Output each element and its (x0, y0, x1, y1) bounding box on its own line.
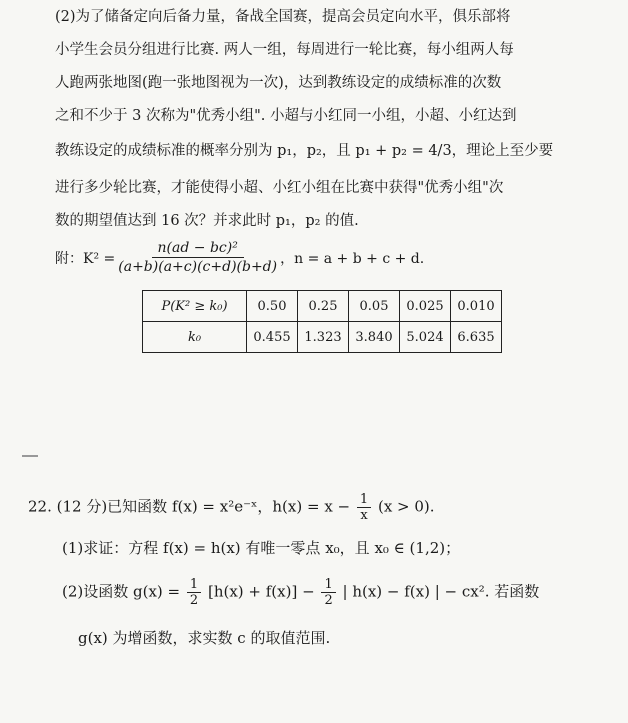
divider-mark (22, 455, 38, 457)
q22-part2-c: | h(x) − f(x) | − cx². 若函数 (342, 582, 540, 601)
q22-frac-numerator: 1 (357, 492, 371, 508)
table-header-cell: k₀ (143, 322, 247, 353)
critical-value-table (142, 290, 502, 353)
table-cell: 0.25 (298, 291, 349, 322)
text-line: 进行多少轮比赛，才能使得小超、小红小组在比赛中获得"优秀小组"次 (55, 180, 504, 196)
half-denominator: 2 (324, 593, 333, 608)
table-cell: 0.025 (400, 291, 451, 322)
half-fraction (187, 577, 201, 608)
table-cell: 0.50 (247, 291, 298, 322)
table-cell: 6.635 (451, 322, 502, 353)
formula-prefix: 附：K² = (55, 250, 116, 267)
text-line: 人跑两张地图(跑一张地图视为一次)，达到教练设定的成绩标准的次数 (55, 75, 502, 91)
q22-part2-a: (2)设函数 g(x) = (62, 582, 181, 601)
table-cell: 0.05 (349, 291, 400, 322)
q22-part2 (62, 577, 539, 608)
q22-fraction (357, 492, 371, 523)
table-cell: 5.024 (400, 322, 451, 353)
formula-fraction (118, 240, 277, 275)
chi-square-formula (55, 240, 424, 275)
q22-part1: (1)求证：方程 f(x) = h(x) 有唯一零点 x₀，且 x₀ ∈ (1,2)； (62, 539, 461, 557)
table-row (143, 291, 502, 322)
table-cell: 0.455 (247, 322, 298, 353)
q22-frac-denominator: x (360, 508, 368, 523)
q22-part2-b: [h(x) + f(x)] − (207, 582, 315, 601)
q22-part2-cont: g(x) 为增函数，求实数 c 的取值范围. (78, 629, 331, 647)
text-line: 数的期望值达到 16 次？并求此时 p₁，p₂ 的值. (55, 213, 359, 229)
half-denominator: 2 (189, 593, 199, 608)
text-line: 小学生会员分组进行比赛. 两人一组，每周进行一轮比赛，每小组两人每 (55, 42, 514, 58)
table-header-cell: P(K² ≥ k₀) (143, 291, 247, 322)
table-cell: 0.010 (451, 291, 502, 322)
table-cell: 1.323 (298, 322, 349, 353)
formula-numerator: n(ad − bc)² (152, 240, 244, 258)
table-row (143, 322, 502, 353)
half-numerator: 1 (187, 577, 201, 593)
half-numerator: 1 (321, 577, 335, 593)
formula-suffix: ，n = a + b + c + d. (280, 250, 425, 267)
q22-tail: (x > 0). (377, 497, 435, 516)
text-line: 教练设定的成绩标准的概率分别为 p₁，p₂，且 p₁ + p₂ = 4/3，理论上至少要 (55, 143, 554, 159)
question-22-heading (28, 492, 435, 523)
table-cell: 3.840 (349, 322, 400, 353)
formula-denominator: (a+b)(a+c)(c+d)(b+d) (118, 259, 278, 275)
text-line: 之和不少于 3 次称为"优秀小组". 小超与小红同一小组，小超、小红达到 (55, 108, 517, 124)
text-line: (2)为了储备定向后备力量，备战全国赛，提高会员定向水平，俱乐部将 (55, 9, 511, 25)
half-fraction (321, 577, 335, 608)
q22-head: 22. (12 分)已知函数 f(x) = x²e⁻ˣ，h(x) = x − (28, 497, 351, 516)
